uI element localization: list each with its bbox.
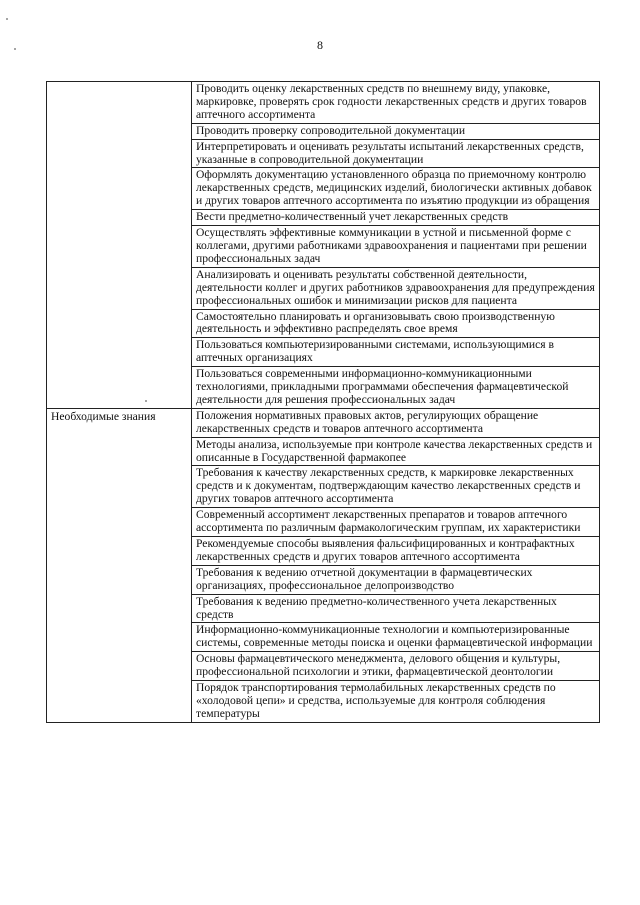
skill-cell: Оформлять документацию установленного образца по приемочному контролю лекарственных средств, медицинских изделий, биологически активных добавок и других товаров аптечного ассортимента по изъятию продукции из обращения — [192, 168, 600, 210]
knowledge-cell: Положения нормативных правовых актов, регулирующих обращение лекарственных средств и товаров аптечного ассортимента — [192, 408, 600, 437]
skill-cell: Самостоятельно планировать и организовывать свою производственную деятельность и эффективно распределять свое время — [192, 309, 600, 338]
skill-cell: Интерпретировать и оценивать результаты испытаний лекарственных средств, указанные в сопроводительной документации — [192, 139, 600, 168]
scan-speck — [14, 48, 16, 50]
table-row — [47, 408, 600, 437]
knowledge-cell: Информационно-коммуникационные технологии и компьютеризированные системы, современные методы поиска и оценки фармацевтической информации — [192, 623, 600, 652]
skill-cell: Пользоваться современными информационно-коммуникационными технологиями, прикладными программами обеспечения фармацевтической деятельности для решения профессиональных задач — [192, 367, 600, 409]
knowledge-cell: Современный ассортимент лекарственных препаратов и товаров аптечного ассортимента по различным фармакологическим группам, их характеристики — [192, 508, 600, 537]
knowledge-cell: Порядок транспортирования термолабильных лекарственных средств по «холодовой цепи» и средства, используемые для контроля соблюдения температуры — [192, 681, 600, 723]
knowledge-cell: Методы анализа, используемые при контроле качества лекарственных средств и описанные в Государственной фармакопее — [192, 437, 600, 466]
competency-table — [46, 81, 600, 723]
knowledge-cell: Требования к ведению предметно-количественного учета лекарственных средств — [192, 594, 600, 623]
knowledge-label-cell — [47, 408, 192, 722]
table-row — [47, 82, 600, 124]
knowledge-cell: Основы фармацевтического менеджмента, делового общения и культуры, профессиональной психологии и этики, фармацевтической деонтологии — [192, 652, 600, 681]
skill-cell: Проводить проверку сопроводительной документации — [192, 123, 600, 139]
skill-cell: Осуществлять эффективные коммуникации в устной и письменной форме с коллегами, другими работниками здравоохранения и пациентами при решении профессиональных задач — [192, 226, 600, 268]
skill-cell: Проводить оценку лекарственных средств по внешнему виду, упаковке, маркировке, проверять срок годности лекарственных средств и других товаров аптечного ассортимента — [192, 82, 600, 124]
knowledge-cell: Требования к ведению отчетной документации в фармацевтических организациях, профессиональное делопроизводство — [192, 565, 600, 594]
knowledge-cell: Рекомендуемые способы выявления фальсифицированных и контрафактных лекарственных средств и других товаров аптечного ассортимента — [192, 537, 600, 566]
knowledge-cell: Требования к качеству лекарственных средств, к маркировке лекарственных средств и к документам, подтверждающим качество лекарственных средств и других товаров аптечного ассортимента — [192, 466, 600, 508]
skill-cell: Пользоваться компьютеризированными системами, использующимися в аптечных организациях — [192, 338, 600, 367]
skill-cell: Вести предметно-количественный учет лекарственных средств — [192, 210, 600, 226]
scan-speck — [6, 18, 8, 20]
page-number: 8 — [317, 38, 323, 52]
knowledge-label: Необходимые знания — [51, 409, 156, 423]
skills-label-cell — [47, 82, 192, 409]
skill-cell: Анализировать и оценивать результаты собственной деятельности, деятельности коллег и других работников здравоохранения для предупреждения профессиональных ошибок и минимизации рисков для пациента — [192, 267, 600, 309]
